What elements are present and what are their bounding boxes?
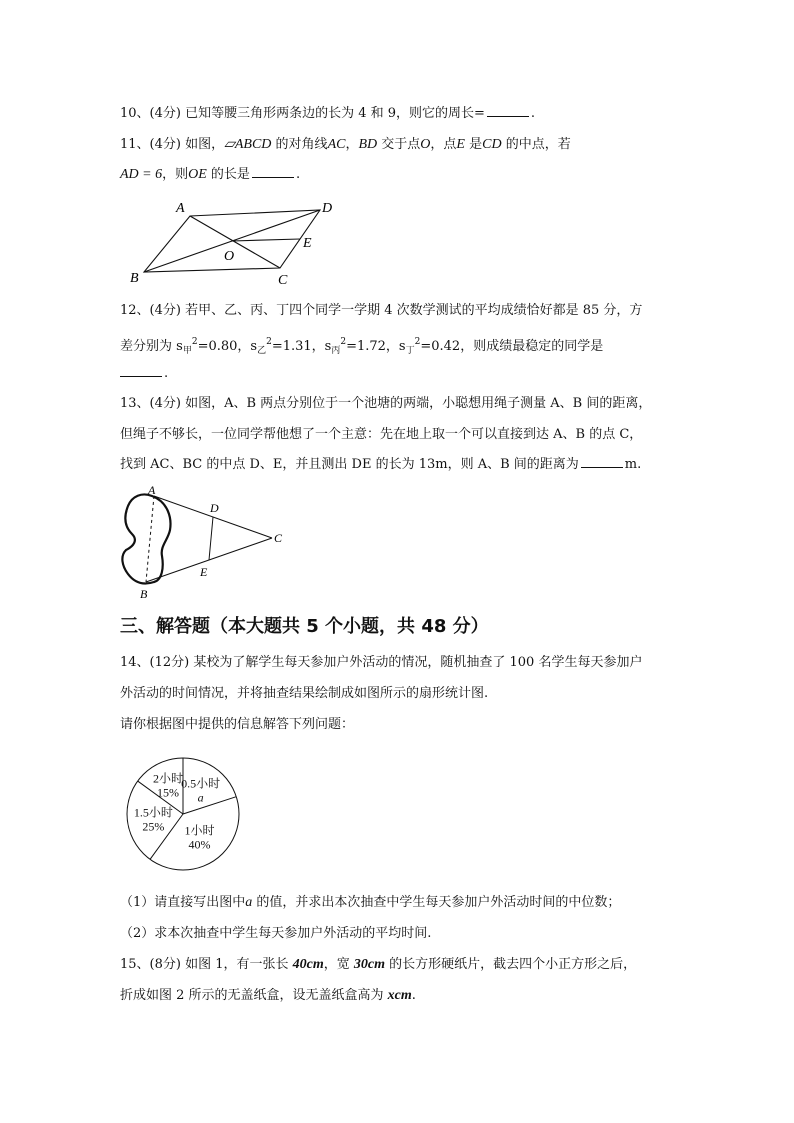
diagonal-ac — [190, 216, 280, 268]
label-D: D — [210, 501, 219, 515]
label-B: B — [130, 271, 139, 286]
question-13-line3: 找到 AC、BC 的中点 D、E，并且测出 DE 的长为 13m，则 A、B 间的距离为 m. — [120, 457, 642, 472]
pond-outline — [122, 494, 170, 583]
answer-blank-11[interactable] — [252, 165, 294, 178]
q10-text: 10、(4分) 已知等腰三角形两条边的长为 4 和 9，则它的周长= — [120, 106, 485, 121]
question-10: 10、(4分) 已知等腰三角形两条边的长为 4 和 9，则它的周长= . — [120, 106, 536, 121]
label-D: D — [322, 201, 333, 216]
answer-blank-13[interactable] — [581, 455, 623, 468]
pie-chart — [120, 752, 252, 878]
question-11-line1: 11、(4分) 如图，▱ABCD 的对角线AC，BD 交于点O，点E 是CD 的中点，若 — [120, 137, 571, 152]
pie-slice-value: a — [197, 790, 204, 805]
answer-blank-10[interactable] — [487, 104, 529, 117]
pie-slice-label: 0.5小时 — [181, 776, 221, 791]
pie-slice-value: 40% — [188, 837, 211, 852]
question-14-line2: 外活动的时间情况，并将抽查结果绘制成如图所示的扇形统计图. — [120, 686, 489, 701]
question-12-line3: . — [120, 364, 680, 384]
label-O: O — [224, 249, 235, 264]
pie-slice-value: 15% — [157, 785, 180, 800]
question-12-line2: 差分别为 $s_甲^2=0.80$，$s_乙^2=1.31$，$s_丙^2=1.72$，$s_丁^2=0.42$，则成绩最稳定的同学是 — [120, 337, 604, 356]
answer-blank-12[interactable] — [120, 364, 162, 377]
label-A: A — [148, 483, 156, 497]
pie-slice-label: 1小时 — [184, 823, 215, 838]
pie-slice-label: 2小时 — [153, 771, 184, 786]
label-A: A — [176, 201, 185, 216]
question-15-line2: 折成如图 2 所示的无盖纸盒，设无盖纸盒高为 xcm. — [120, 988, 416, 1003]
pie-slice-value: 25% — [142, 819, 165, 834]
label-E: E — [303, 236, 312, 251]
question-13-line1: 13、(4分) 如图，A、B 两点分别位于一个池塘的两端，小聪想用绳子测量 A、B 间的距离， — [120, 396, 652, 411]
section-three-heading: 三、解答题（本大题共 5 个小题，共 48 分） — [120, 616, 489, 637]
pie-slice-label: 1.5小时 — [133, 805, 173, 820]
pie-divider — [183, 797, 236, 814]
question-14-sub1: （1）请直接写出图中a 的值，并求出本次抽查中学生每天参加户外活动时间的中位数； — [120, 895, 621, 910]
question-14-sub2: （2）求本次抽查中学生每天参加户外活动的平均时间. — [120, 926, 432, 941]
segment-de — [209, 517, 213, 560]
question-13-line2: 但绳子不够长，一位同学帮他想了一个主意：先在地上取一个可以直接到达 A、B 的点 C， — [120, 427, 643, 442]
parallelogram-figure — [120, 196, 333, 288]
question-14-line1: 14、(12分) 某校为了解学生每天参加户外活动的情况，随机抽查了 100 名学生每天参加户 — [120, 655, 643, 670]
pond-figure — [112, 482, 292, 604]
question-14-line3: 请你根据图中提供的信息解答下列问题： — [120, 717, 355, 732]
segment-oe — [232, 239, 300, 241]
label-C: C — [274, 531, 283, 545]
question-12-line1: 12、(4分) 若甲、乙、丙、丁四个同学一学期 4 次数学测试的平均成绩恰好都是 85 分，方 — [120, 303, 643, 318]
label-C: C — [278, 273, 288, 288]
segment-ab — [146, 496, 154, 582]
label-B: B — [140, 587, 148, 601]
question-11-line2: AD = 6，则OE 的长是 . — [120, 167, 301, 182]
question-15-line1: 15、(8分) 如图 1，有一张长 40cm，宽 30cm 的长方形硬纸片，截去四个小正方形之后， — [120, 957, 637, 972]
label-E: E — [200, 565, 208, 579]
